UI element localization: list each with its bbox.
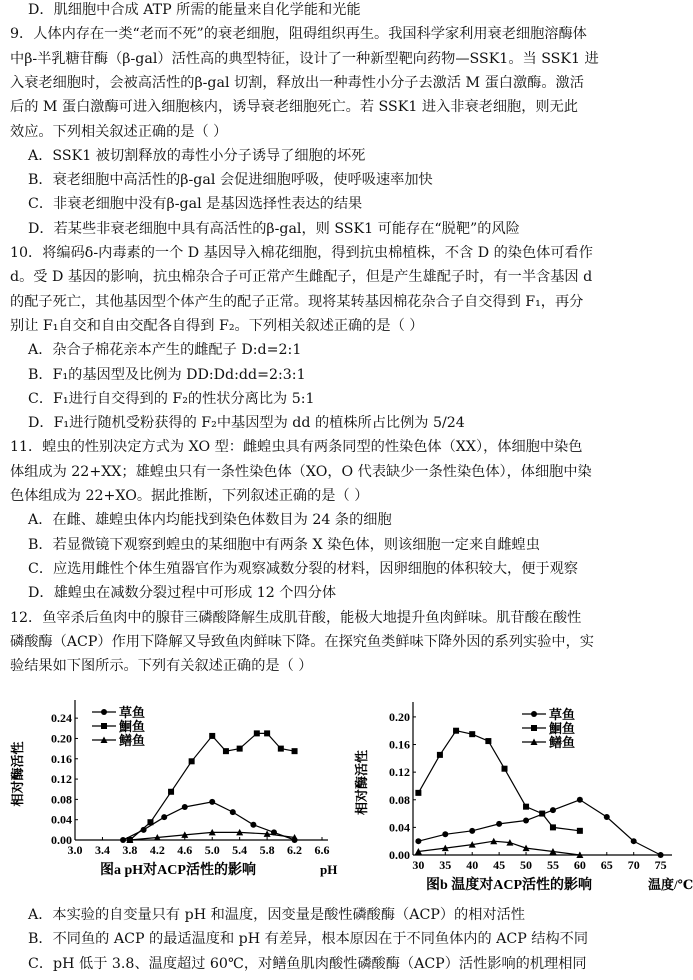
text-line: 的配子死亡，其他基因型个体产生的配子正常。现将某转基因棉花杂合子自交得到 F₁，再分 [10, 293, 584, 310]
data-point [523, 804, 529, 810]
data-point [254, 730, 260, 736]
data-point [237, 746, 243, 752]
data-point [415, 838, 421, 844]
x-tick-label: 4.6 [177, 843, 193, 857]
chart-temperature [348, 698, 693, 898]
legend-label: 草鱼 [549, 707, 576, 722]
text-line: B．不同鱼的 ACP 的最适温度和 pH 有差异，根本原因在于不同鱼体内的 ACP 结构不同 [28, 931, 589, 948]
data-point [161, 814, 167, 820]
data-point [539, 811, 545, 817]
text-line: B．衰老细胞中高活性的β-gal 会促进细胞呼吸，使呼吸速率加快 [28, 172, 433, 189]
text-line: 效应。下列相关叙述正确的是（ ） [10, 123, 228, 140]
x-tick-label: 6.6 [314, 843, 330, 857]
data-point [264, 730, 270, 736]
text-line: 入衰老细胞时，会被高活性的β-gal 切割，释放出一种毒性小分子去激活 M 蛋白激酶。激活 [10, 74, 584, 91]
data-point [437, 752, 443, 758]
text-line: A．在雌、雄蝗虫体内均能找到染色体数目为 24 条的细胞 [28, 512, 392, 529]
chart-caption: 图a pH对ACP活性的影响 [100, 863, 256, 878]
text-line: D．肌细胞中合成 ATP 所需的能量来自化学能和光能 [28, 2, 361, 18]
text-line: B．F₁的基因型及比例为 DD:Dd:dd=2:3:1 [28, 366, 306, 383]
y-tick-label: 0.24 [51, 711, 72, 726]
y-tick-label: 0.16 [51, 751, 72, 766]
data-point [209, 733, 215, 739]
text-line: C．pH 低于 3.8、温度超过 60℃，对鳝鱼肌肉酸性磷酸酶（ACP）活性影响的机理相同 [28, 955, 587, 972]
chart-caption: 图b 温度对ACP活性的影响 [426, 878, 593, 893]
text-line: B．若显微镜下观察到蝗虫的某细胞中有两条 X 染色体，则该细胞一定来自雌蝗虫 [28, 536, 540, 553]
text-line: 9．人体内存在一类“老而不死”的衰老细胞，阻碍组织再生。我国科学家利用衰老细胞溶酶体 [10, 26, 587, 43]
text-line: D．若某些非衰老细胞中具有高活性的β-gal，则 SSK1 可能存在“脱靶”的风险 [28, 220, 520, 237]
x-tick-label: 70 [627, 858, 640, 872]
text-line: 后的 M 蛋白激酶可进入细胞核内，诱导衰老细胞死亡。若 SSK1 进入非衰老细胞，则无此 [10, 99, 578, 116]
y-axis-label: 相对酶活性 [354, 749, 369, 816]
y-tick-label: 0.08 [389, 792, 410, 807]
text-line: 体组成为 22+XX；雄蝗虫只有一条性染色体（XO，O 代表缺少一条性染色体），体细胞中染 [10, 463, 592, 480]
x-tick-label: 65 [600, 858, 613, 872]
text-line: 别让 F₁自交和自由交配各自得到 F₂。下列相关叙述正确的是（ ） [10, 317, 424, 334]
data-point [120, 837, 126, 843]
text-line: C．非衰老细胞中没有β-gal 是基因选择性表达的结果 [28, 196, 363, 213]
x-axis-label: pH [320, 862, 338, 877]
data-point [577, 797, 583, 803]
data-point [230, 809, 236, 815]
x-tick-label: 40 [466, 858, 479, 872]
x-tick-label: 75 [654, 858, 667, 872]
text-line: C．F₁进行自交得到的 F₂的性状分离比为 5:1 [28, 390, 315, 407]
legend-marker [531, 725, 537, 731]
data-point [168, 789, 174, 795]
text-line: 色体组成为 22+XO。据此推断，下列叙述正确的是（ ） [10, 488, 369, 504]
data-point [502, 766, 508, 772]
data-point [189, 758, 195, 764]
x-tick-label: 4.2 [149, 843, 165, 857]
y-tick-label: 0.20 [51, 731, 72, 746]
series-line [130, 733, 295, 840]
data-point [631, 838, 637, 844]
data-point [577, 828, 583, 834]
data-point [182, 804, 188, 810]
data-point [604, 814, 610, 820]
text-line: 验结果如下图所示。下列有关叙述正确的是（ ） [10, 658, 313, 675]
text-line: D．F₁进行随机受粉获得的 F₂中基因型为 dd 的植株所占比例为 5/24 [28, 415, 465, 432]
legend-marker [101, 709, 107, 715]
data-point [223, 748, 229, 754]
legend-label: 鳝鱼 [549, 735, 576, 750]
legend-label: 鮰鱼 [549, 721, 576, 736]
y-tick-label: 0.20 [389, 709, 410, 724]
text-line: D．雄蝗虫在减数分裂过程中可形成 12 个四分体 [28, 585, 337, 602]
y-axis-label: 相对酶活性 [10, 741, 25, 807]
x-tick-label: 3.0 [67, 843, 83, 857]
x-tick-label: 6.2 [287, 843, 303, 857]
legend-marker [531, 711, 537, 717]
legend-marker [101, 723, 107, 729]
text-line: 12．鱼宰杀后鱼肉中的腺苷三磷酸降解生成肌苷酸，能极大地提升鱼肉鲜味。肌苷酸在酸性 [10, 609, 582, 626]
data-point [415, 790, 421, 796]
chart-ph [0, 698, 345, 898]
data-point [550, 824, 556, 830]
text-line: d。受 D 基因的影响，抗虫棉杂合子可正常产生雌配子，但是产生雄配子时，有一半含基因 d [10, 269, 593, 286]
text-line: 中β-半乳糖苷酶（β-gal）活性高的典型特征，设计了一种新型靶向药物—SSK1。当 SSK1 进 [10, 50, 599, 67]
legend-label: 草鱼 [119, 705, 146, 720]
text-line: A．杂合子棉花亲本产生的雌配子 D:d=2:1 [28, 342, 302, 359]
data-point [469, 731, 475, 737]
y-tick-label: 0.00 [51, 833, 72, 847]
data-point [250, 822, 256, 828]
x-tick-label: 35 [439, 858, 452, 872]
x-axis-label: 温度/℃ [648, 877, 693, 892]
data-point [496, 821, 502, 827]
data-point [485, 738, 491, 744]
y-tick-label: 0.04 [51, 812, 72, 827]
x-tick-label: 50 [520, 858, 533, 872]
data-point [658, 852, 664, 858]
x-tick-label: 45 [493, 858, 506, 872]
y-tick-label: 0.04 [389, 820, 410, 835]
y-tick-label: 0.12 [51, 772, 72, 787]
data-point [147, 819, 153, 825]
data-point [453, 728, 459, 734]
data-point [550, 807, 556, 813]
x-tick-label: 5.4 [232, 843, 248, 857]
data-point [209, 799, 215, 805]
y-tick-label: 0.08 [51, 792, 72, 807]
x-tick-label: 60 [573, 858, 586, 872]
data-point [523, 817, 529, 823]
data-point [292, 748, 298, 754]
x-tick-label: 55 [546, 858, 559, 872]
x-tick-label: 30 [412, 858, 425, 872]
text-line: A．本实验的自变量只有 pH 和温度，因变量是酸性磷酸酶（ACP）的相对活性 [28, 907, 525, 923]
y-tick-label: 0.12 [389, 765, 410, 780]
data-point [278, 746, 284, 752]
y-tick-label: 0.00 [389, 848, 410, 862]
text-line: 10．将编码δ-内毒素的一个 D 基因导入棉花细胞，得到抗虫棉植株，不含 D 的染色体可看作 [10, 245, 593, 261]
data-point [469, 828, 475, 834]
x-tick-label: 3.4 [94, 843, 110, 857]
x-tick-label: 5.0 [204, 843, 220, 857]
text-line: A．SSK1 被切割释放的毒性小分子诱导了细胞的坏死 [28, 147, 366, 164]
text-line: 磷酸酶（ACP）作用下降解又导致鱼肉鲜味下降。在探究鱼类鲜味下降外因的系列实验中，实 [10, 633, 594, 650]
text-line: C．应选用雌性个体生殖器官作为观察减数分裂的材料，因卵细胞的体积较大，便于观察 [28, 560, 578, 577]
data-point [442, 831, 448, 837]
legend-label: 鳝鱼 [119, 733, 146, 748]
legend-label: 鮰鱼 [119, 719, 146, 734]
text-line: 11．蝗虫的性别决定方式为 XO 型：雌蝗虫具有两条同型的性染色体（XX），体细胞中染色 [10, 439, 583, 456]
x-tick-label: 3.8 [122, 843, 138, 857]
y-tick-label: 0.16 [389, 737, 410, 752]
x-tick-label: 5.8 [259, 843, 275, 857]
